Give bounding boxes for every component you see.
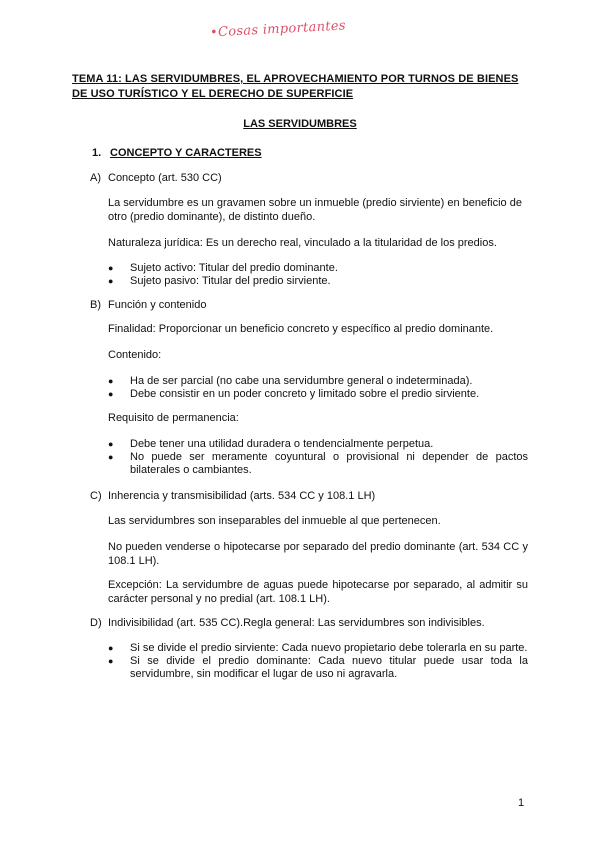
paragraph: Las servidumbres son inseparables del inmueble al que pertenecen.: [108, 515, 441, 527]
list-item: [108, 655, 528, 681]
bullet-list: [108, 642, 528, 681]
paragraph: La servidumbre es un gravamen sobre un inmueble (predio sirviente) en beneficio de otro (predio dominante), de distinto dueño.: [108, 197, 522, 223]
bullet-icon: ●: [108, 643, 114, 653]
section-a-label: [90, 172, 222, 184]
heading-number: 1.: [92, 147, 102, 159]
list-item: [108, 375, 528, 388]
bullet-icon: ●: [108, 656, 114, 666]
list-item-text: Ha de ser parcial (no cabe una servidumbre general o indeterminada).: [130, 375, 473, 387]
list-item: [108, 275, 528, 288]
bullet-icon: ●: [108, 263, 114, 273]
list-item-text: Si se divide el predio sirviente: Cada nuevo propietario debe tolerarla en su parte.: [130, 642, 528, 654]
section-title: Función y contenido: [108, 299, 207, 311]
paragraph: Finalidad: Proporcionar un beneficio concreto y específico al predio dominante.: [108, 323, 494, 335]
section-letter: B): [90, 299, 101, 311]
list-item: [108, 388, 528, 401]
list-item: [108, 438, 528, 451]
section-title: Indivisibilidad (art. 535 CC).Regla general: Las servidumbres son indivisibles.: [108, 617, 485, 629]
section-heading: LAS SERVIDUMBRES: [243, 118, 357, 130]
document-title: TEMA 11: LAS SERVIDUMBRES, EL APROVECHAMIENTO POR TURNOS DE BIENES DE USO TURÍSTICO Y EL DERECHO DE SUPERFICIE: [72, 73, 519, 100]
heading-concepto: [92, 147, 262, 159]
list-item: [108, 451, 528, 477]
paragraph: Excepción: La servidumbre de aguas puede hipotecarse por separado, al admitir su carácter personal y no predial (art. 108.1 LH).: [108, 579, 528, 605]
list-item: [108, 262, 528, 275]
list-item-text: Debe tener una utilidad duradera o tendencialmente perpetua.: [130, 438, 434, 450]
bullet-icon: ●: [108, 439, 114, 449]
page-number: 1: [518, 797, 525, 809]
paragraph: Requisito de permanencia:: [108, 412, 239, 424]
paragraph: No pueden venderse o hipotecarse por separado del predio dominante (art. 534 CC y 108.1 LH).: [108, 541, 528, 567]
list-item-text: Si se divide el predio dominante: Cada nuevo titular puede usar toda la servidumbre, sin modificar el lugar de uso ni agravarla.: [130, 655, 528, 680]
section-c-label: [90, 490, 375, 502]
section-title: Concepto (art. 530 CC): [108, 172, 222, 184]
list-item-text: Sujeto activo: Titular del predio dominante.: [130, 262, 338, 274]
section-title: Inherencia y transmisibilidad (arts. 534 CC y 108.1 LH): [108, 490, 376, 502]
section-letter: D): [90, 617, 102, 629]
list-item: [108, 642, 528, 655]
paragraph: Contenido:: [108, 349, 162, 361]
paragraph: Naturaleza jurídica: Es un derecho real, vinculado a la titularidad de los predios.: [108, 237, 497, 249]
handwritten-annotation: •Cosas importantes: [209, 18, 347, 41]
bullet-list: [108, 375, 528, 401]
section-letter: A): [90, 172, 101, 184]
bullet-list: [108, 438, 528, 477]
heading-text: CONCEPTO Y CARACTERES: [110, 147, 262, 159]
bullet-list: [108, 262, 528, 288]
list-item-text: No puede ser meramente coyuntural o provisional ni depender de pactos bilaterales o cambiantes.: [130, 451, 528, 476]
section-letter: C): [90, 490, 102, 502]
list-item-text: Sujeto pasivo: Titular del predio sirviente.: [130, 275, 331, 287]
section-d-label: [90, 617, 485, 629]
bullet-icon: ●: [108, 452, 114, 462]
bullet-icon: ●: [108, 276, 114, 286]
list-item-text: Debe consistir en un poder concreto y limitado sobre el predio sirviente.: [130, 388, 480, 400]
section-b-label: [90, 299, 206, 311]
bullet-icon: ●: [108, 389, 114, 399]
bullet-icon: ●: [108, 376, 114, 386]
